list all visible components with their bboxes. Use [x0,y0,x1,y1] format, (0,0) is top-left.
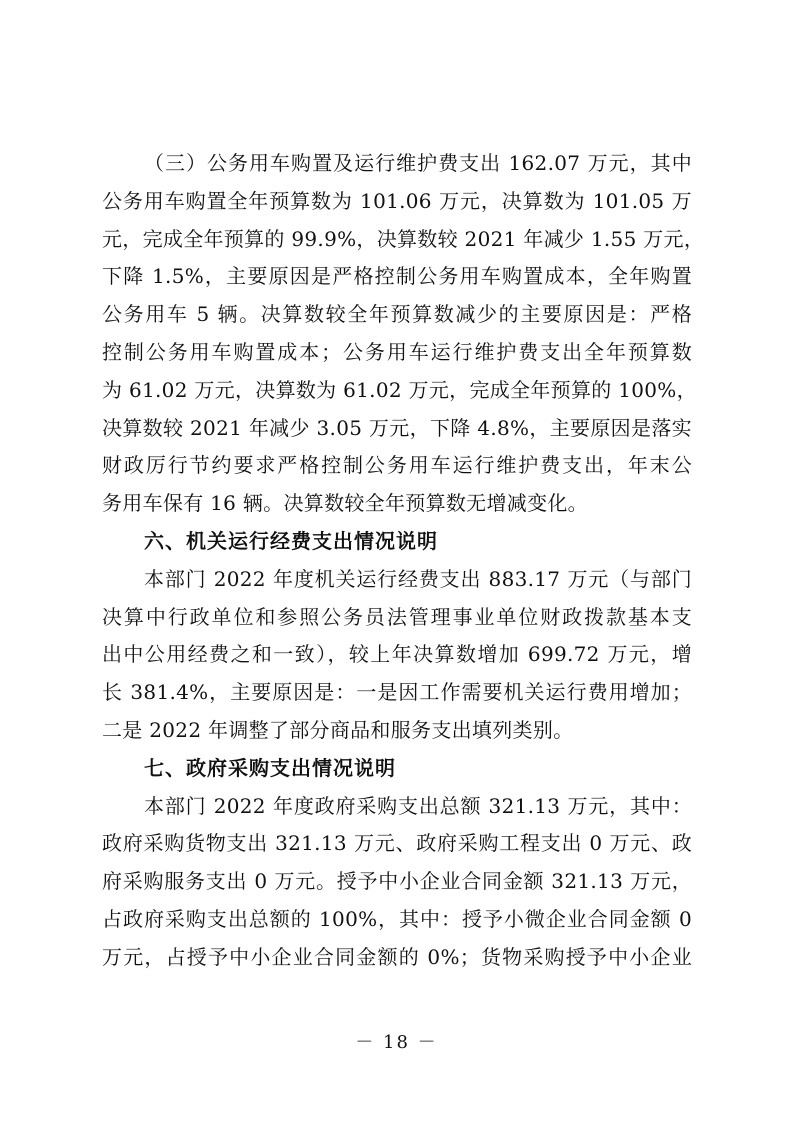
text-line: 万元，占授予中小企业合同金额的 0%；货物采购授予中小企业 [102,944,692,969]
text-line: 政府采购货物支出 321.13 万元、政府采购工程支出 0 万元、政 [102,831,692,856]
text-line: 长 381.4%，主要原因是：一是因工作需要机关运行费用增加； [102,680,692,705]
section-heading-government-procurement: 七、政府采购支出情况说明 [144,755,396,780]
text-line: 本部门 2022 年度政府采购支出总额 321.13 万元，其中： [144,793,692,818]
text-line: 元，完成全年预算的 99.9%，决算数较 2021 年减少 1.55 万元， [102,226,705,251]
text-line: 决算数较 2021 年减少 3.05 万元，下降 4.8%，主要原因是落实 [102,415,692,440]
text-line: 决算中行政单位和参照公务员法管理事业单位财政拨款基本支 [102,604,692,629]
text-line: 下降 1.5%，主要原因是严格控制公务用车购置成本，全年购置 [102,264,692,289]
text-line: 本部门 2022 年度机关运行经费支出 883.17 万元（与部门 [144,566,692,591]
text-line: 出中公用经费之和一致），较上年决算数增加 699.72 万元，增 [102,642,692,667]
text-line: （三）公务用车购置及运行维护费支出 162.07 万元，其中 [144,151,692,175]
text-line: 务用车保有 16 辆。决算数较全年预算数无增减变化。 [102,491,588,516]
text-line: 公务用车 5 辆。决算数较全年预算数减少的主要原因是：严格 [102,302,692,327]
paragraph-government-procurement [102,788,692,977]
text-line: 为 61.02 万元，决算数为 61.02 万元，完成全年预算的 100%， [102,377,697,402]
paragraph-operating-expenses [102,561,692,750]
page-content [102,145,705,977]
text-line: 占政府采购支出总额的 100%，其中：授予小微企业合同金额 0 [102,906,692,931]
text-line: 二是 2022 年调整了部分商品和服务支出填列类别。 [102,717,574,742]
paragraph-vehicle-expenses [102,145,705,523]
text-line: 公务用车购置全年预算数为 101.06 万元，决算数为 101.05 万 [102,188,692,213]
text-line: 控制公务用车购置成本；公务用车运行维护费支出全年预算数 [102,339,692,364]
text-line: 府采购服务支出 0 万元。授予中小企业合同金额 321.13 万元， [102,869,692,894]
page-number: － 18 － [355,1032,438,1053]
text-line: 财政厉行节约要求严格控制公务用车运行维护费支出，年末公 [102,453,692,478]
section-heading-operating-expenses: 六、机关运行经费支出情况说明 [144,528,438,553]
